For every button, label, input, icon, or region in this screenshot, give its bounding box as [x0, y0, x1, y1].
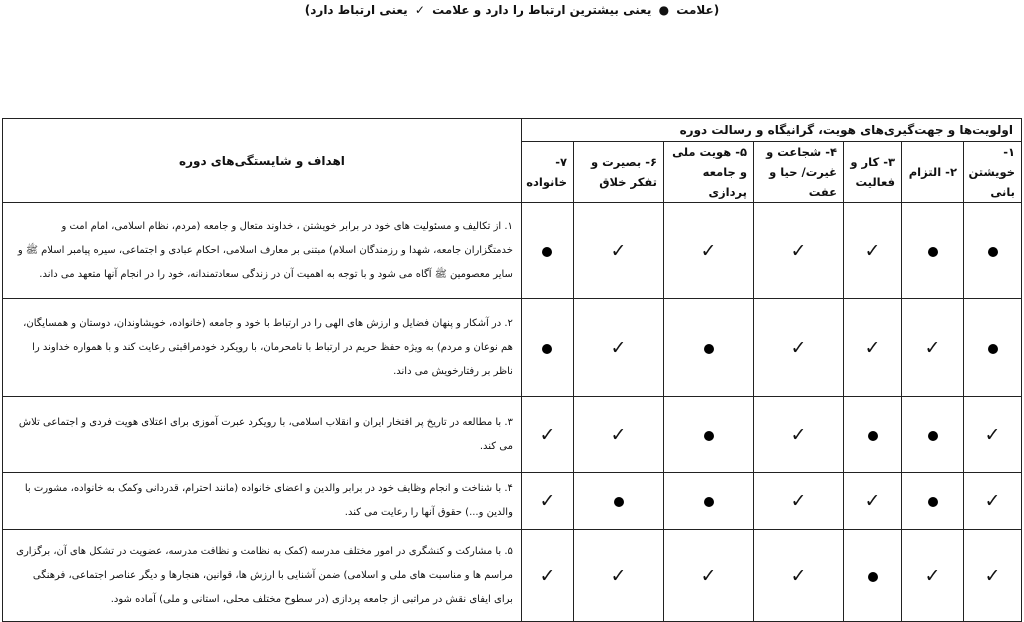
check-icon: ✓	[700, 564, 717, 587]
mark-cell	[844, 397, 902, 473]
check-icon: ✓	[790, 490, 807, 512]
column-header-3: ۳- کار و فعالیت	[844, 142, 902, 203]
mark-cell	[844, 530, 902, 622]
column-header-1: ۱- خویشتن بانی	[964, 142, 1022, 203]
mark-cell	[754, 530, 844, 622]
check-icon: ✓	[984, 423, 1001, 446]
check-icon: ✓	[610, 564, 627, 587]
goals-header: اهداف و شایستگی‌های دوره	[3, 119, 522, 203]
table-row	[3, 299, 1022, 397]
check-icon: ✓	[924, 564, 941, 587]
mark-cell	[844, 473, 902, 530]
goal-text: ۲. در آشکار و پنهان فضایل و ارزش های الهی را در ارتباط با خود و جامعه (خانواده، خویشاوندان، دوستان و همسایگان، هم نوعان و مردم) به ویژه حفظ حریم در ارتباط با نامحرمان، با رویکرد خودمراقبتی رعایت کند و با همواره خداوند را ناظر بر رفتارخویش می داند.	[3, 299, 522, 397]
check-icon: ✓	[790, 336, 807, 359]
check-icon: ✓	[790, 564, 807, 587]
legend-line	[0, 0, 1024, 20]
table-body	[3, 203, 1022, 622]
mark-cell	[574, 397, 664, 473]
check-icon: ✓	[790, 423, 807, 446]
mark-cell	[964, 203, 1022, 299]
dot-icon	[542, 344, 552, 354]
check-icon: ✓	[984, 564, 1001, 587]
table-row	[3, 530, 1022, 622]
mark-cell	[902, 203, 964, 299]
check-icon: ✓	[790, 239, 807, 262]
mark-cell	[902, 530, 964, 622]
table-row	[3, 473, 1022, 530]
check-icon: ✓	[610, 423, 627, 446]
goals-matrix-table	[2, 118, 1022, 622]
mark-cell	[521, 530, 573, 622]
goal-text: ۵. با مشارکت و کنشگری در امور مختلف مدرسه (کمک به نظامت و نظافت مدرسه، عضویت در تشکل های آن، برگزاری مراسم ها و مناسبت های ملی و اسلامی) ضمن آشنایی با ارزش ها، قوانین، هنجارها و دیگر عناصر اجتماعی، فرهنگی برای ایفای نقش در مراتبی از جامعه پردازی (در سطوح مختلف محلی، استانی و ملی) آماده شود.	[3, 530, 522, 622]
check-icon: ✓	[539, 423, 556, 446]
mark-cell	[754, 299, 844, 397]
mark-cell	[664, 299, 754, 397]
check-icon: ✓	[539, 564, 556, 587]
column-header-5: ۵- هویت ملی و جامعه پردازی	[664, 142, 754, 203]
column-header-6: ۶- بصیرت و تفکر خلاق	[574, 142, 664, 203]
mark-cell	[964, 530, 1022, 622]
mark-cell	[574, 473, 664, 530]
dot-icon	[868, 431, 878, 441]
mark-cell	[664, 473, 754, 530]
dot-icon	[988, 247, 998, 257]
goal-text: ۳. با مطالعه در تاریخ پر افتخار ایران و انقلاب اسلامی، با رویکرد عبرت آموزی برای اعتلای هویت فردی و اجتماعی تلاش می کند.	[3, 397, 522, 473]
dot-icon	[928, 497, 938, 507]
mark-cell	[844, 299, 902, 397]
legend-open: (علامت	[676, 3, 720, 17]
dot-icon	[704, 431, 714, 441]
priorities-group-header: اولویت‌ها و جهت‌گیری‌های هویت، گرانیگاه و رسالت دوره	[521, 119, 1021, 142]
mark-cell	[664, 530, 754, 622]
check-icon: ✓	[414, 3, 425, 17]
legend-check-meaning: یعنی ارتباط دارد)	[304, 3, 408, 17]
mark-cell	[574, 203, 664, 299]
mark-cell	[902, 473, 964, 530]
goal-text: ۱. از تکالیف و مسئولیت های خود در برابر خویشتن ، خداوند متعال و جامعه (مردم، نظام اسلامی، امام امت و خدمتگزاران جامعه، شهدا و رزمندگان اسلام) مبتنی بر معارف اسلامی، احکام عبادی و اجتماعی، سیره پیامبر اسلام ﷺ و سایر معصومین ﷺ آگاه می شود و با توجه به اهمیت آن در زندگی سعادتمندانه، خود را در انجام آنها متعهد می داند.	[3, 203, 522, 299]
check-icon: ✓	[984, 490, 1001, 512]
mark-cell	[964, 397, 1022, 473]
mark-cell	[521, 299, 573, 397]
dot-icon	[928, 247, 938, 257]
check-icon: ✓	[864, 239, 881, 262]
column-header-4: ۴- شجاعت و غیرت/ حیا و عفت	[754, 142, 844, 203]
check-icon: ✓	[539, 490, 556, 512]
check-icon: ✓	[864, 336, 881, 359]
check-icon: ✓	[924, 336, 941, 359]
column-header-2: ۲- التزام	[902, 142, 964, 203]
goal-text: ۴. با شناخت و انجام وظایف خود در برابر والدین و اعضای خانواده (مانند احترام، قدردانی وکمک به خانواده، مشورت با والدین و...) حقوق آنها را رعایت می کند.	[3, 473, 522, 530]
dot-icon	[614, 497, 624, 507]
mark-cell	[521, 473, 573, 530]
dot-icon	[704, 344, 714, 354]
mark-cell	[574, 530, 664, 622]
mark-cell	[521, 397, 573, 473]
mark-cell	[521, 203, 573, 299]
mark-cell	[844, 203, 902, 299]
mark-cell	[664, 203, 754, 299]
dot-icon: ●	[658, 3, 670, 17]
dot-icon	[988, 344, 998, 354]
check-icon: ✓	[700, 239, 717, 262]
legend-dot-meaning: یعنی بیشترین ارتباط را دارد و علامت	[432, 3, 652, 17]
mark-cell	[964, 299, 1022, 397]
table-row	[3, 397, 1022, 473]
check-icon: ✓	[610, 239, 627, 262]
mark-cell	[754, 203, 844, 299]
mark-cell	[902, 397, 964, 473]
table-row	[3, 203, 1022, 299]
mark-cell	[754, 397, 844, 473]
mark-cell	[754, 473, 844, 530]
mark-cell	[664, 397, 754, 473]
dot-icon	[704, 497, 714, 507]
dot-icon	[928, 431, 938, 441]
dot-icon	[542, 247, 552, 257]
dot-icon	[868, 572, 878, 582]
column-header-7: ۷- خانواده	[521, 142, 573, 203]
check-icon: ✓	[864, 490, 881, 512]
mark-cell	[574, 299, 664, 397]
mark-cell	[964, 473, 1022, 530]
mark-cell	[902, 299, 964, 397]
check-icon: ✓	[610, 336, 627, 359]
